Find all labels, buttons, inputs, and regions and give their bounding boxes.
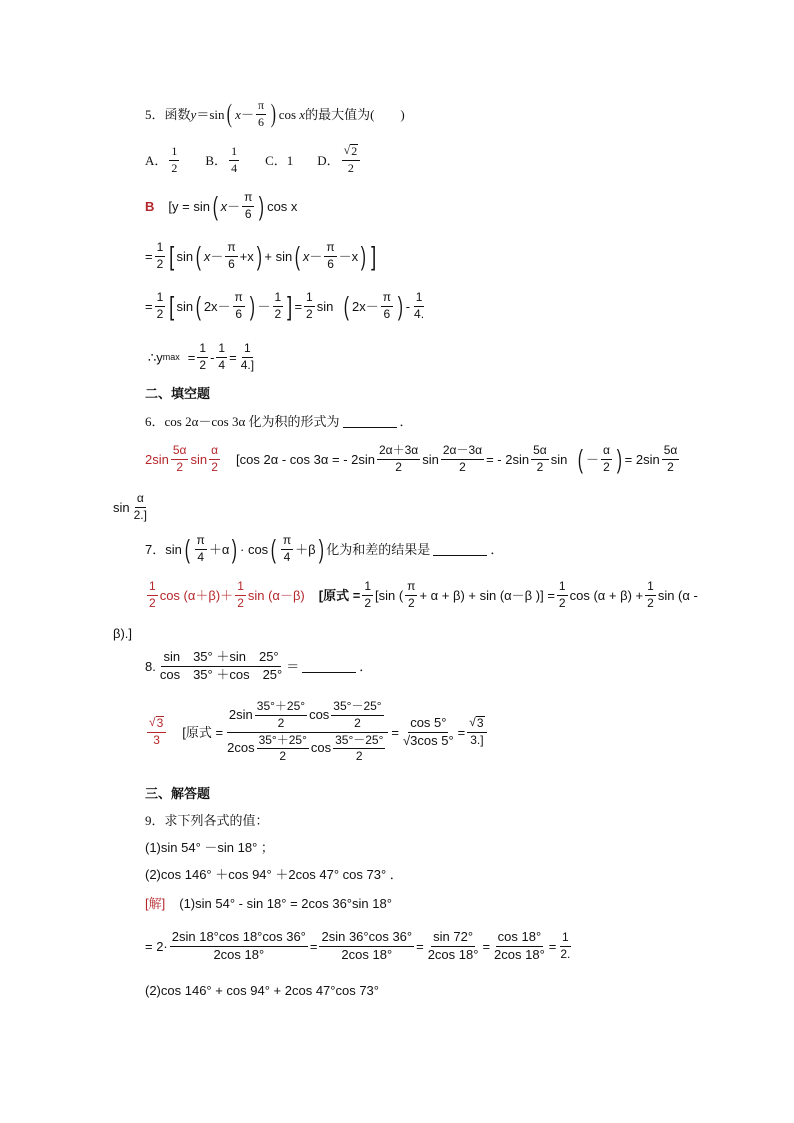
- sin-text: sin: [165, 541, 182, 557]
- q9-part1: (1)sin 54° －sin 18° ；: [145, 839, 274, 855]
- eq-sign: =: [457, 724, 466, 740]
- frac-num: 1: [273, 291, 284, 307]
- frac-num: 35°＋25°: [257, 734, 309, 750]
- q6-solution-wrap: [113, 490, 151, 524]
- q7-sol-b: + α + β) + sin (α－β )] =: [419, 587, 555, 603]
- frac-den: 2: [407, 595, 415, 610]
- q5-solution-line3: = $\frac{1}{2}$ [ sin ( 2x－ $\frac{\pi}{6}$ ) － $\frac{1}{2}$ ] = $\frac{1}{2}$ sin ( 2x－ $\frac{\pi}{6}$ ) - $\frac{1}{4.}$: [145, 289, 425, 321]
- frac-num: 1: [155, 291, 166, 307]
- q6-answer-blank: [343, 415, 397, 428]
- q7-sol-lead: [原式 =: [318, 587, 361, 603]
- frac-num: α: [209, 444, 220, 460]
- q5-text: 函数: [164, 106, 191, 122]
- eq-sign: =: [145, 298, 153, 314]
- frac-den: 2cos 18°: [213, 946, 265, 962]
- frac-den: 2: [647, 595, 654, 610]
- sin-text: sin: [550, 451, 568, 467]
- minus: -: [210, 349, 215, 365]
- q6-text: cos 2α－cos 3α 化为积的形式为: [164, 413, 340, 429]
- cos-text: cos: [310, 740, 332, 756]
- frac-num: 1: [235, 580, 246, 596]
- q6-number: 6．: [145, 413, 165, 429]
- q8-result-fraction: cos 5° √ 3cos 5°: [403, 714, 454, 748]
- frac-num: 1: [645, 580, 656, 596]
- q8-sol-lead: [原式 =: [182, 724, 224, 740]
- sin-text: sin: [176, 298, 194, 314]
- q7-answer-part1: cos (α＋β)＋: [159, 587, 234, 603]
- q6-sol-lead: [cos 2α - cos 3α = - 2sin: [236, 451, 375, 467]
- frac-num: 2sin 18°cos 18°cos 36°: [170, 930, 308, 947]
- frac-den: 4: [283, 549, 291, 564]
- frac-den: 2: [156, 306, 164, 321]
- plus-x: +x: [239, 248, 254, 264]
- frac-den: 3cos 5°: [410, 732, 454, 748]
- frac-den: 2cos 18°: [494, 946, 545, 962]
- frac-num: sin 72°: [431, 930, 475, 947]
- frac-den: 2: [354, 715, 361, 730]
- q7-text: 化为和差的结果是: [326, 541, 431, 557]
- sin-text: sin: [176, 248, 194, 264]
- option-b-label: B．: [205, 152, 228, 168]
- eq-sign: =: [145, 248, 153, 264]
- frac-den: 4.]: [240, 357, 255, 372]
- q5-cos: cos: [278, 106, 297, 122]
- frac-den: 2: [395, 459, 402, 474]
- sqrt-radicand: 2: [351, 144, 358, 159]
- frac-den: 2: [558, 595, 566, 610]
- cos-text: cos: [309, 706, 330, 722]
- sin-text: sin: [422, 451, 439, 467]
- sqrt-radicand: 3: [476, 716, 484, 731]
- frac-den: 2: [237, 595, 244, 610]
- frac-num: π: [256, 99, 266, 115]
- eq-sign: =: [309, 938, 318, 954]
- option-a-label: A．: [145, 152, 168, 168]
- q9-part2: (2)cos 146° ＋cos 94° ＋2cos 47° cos 73° ．: [145, 866, 403, 882]
- q7-answer-blank: [433, 543, 487, 556]
- frac-den: 2: [171, 160, 178, 175]
- q6-stem: 6． cos 2α－cos 3α 化为积的形式为 ．: [145, 413, 413, 429]
- q5-paren-close: ): [270, 99, 276, 128]
- q7-solution-wrap: β).]: [113, 625, 133, 641]
- frac-den: 6: [244, 206, 252, 221]
- q5-solution-line4: [148, 340, 258, 374]
- frac-den: 2: [199, 357, 207, 372]
- q5-var-x: x: [235, 106, 241, 122]
- sqrt-radicand: 3: [156, 716, 164, 731]
- q9-solution-line3: (2)cos 146° + cos 94° + 2cos 47°cos 73°: [145, 982, 379, 998]
- eq-sign: =: [416, 938, 424, 954]
- option-d-value: √ 2 2: [342, 144, 361, 176]
- frac-den: 2: [211, 459, 218, 474]
- frac-den: 2: [536, 459, 544, 474]
- frac-num: sin 35° ＋sin 25°: [161, 650, 280, 667]
- q5-number: 5．: [145, 106, 165, 122]
- frac-num: 35°－25°: [331, 700, 383, 716]
- frac-num: 2sin 36°cos 36°: [319, 930, 414, 947]
- q8-big-fraction: [225, 700, 389, 764]
- frac-num: π: [405, 580, 417, 596]
- frac-den: 4: [218, 357, 226, 372]
- frac-num: 1: [304, 291, 315, 307]
- q9-solution-label: [解]: [145, 895, 166, 911]
- two-x-minus: 2x－: [203, 298, 231, 314]
- frac-num: 1: [147, 580, 158, 596]
- frac-num: 5α: [531, 444, 549, 460]
- two-sin: 2sin: [228, 706, 253, 722]
- frac-num: 1: [229, 145, 239, 161]
- frac-den: 2cos 18°: [341, 946, 393, 962]
- frac-den: 2: [156, 256, 164, 271]
- q5-paren-open: (: [227, 99, 233, 128]
- q5-text-end: 的最大值为( ): [305, 106, 405, 122]
- two-cos: 2cos: [227, 740, 255, 756]
- q5-frac-pi6: [256, 99, 266, 130]
- option-c: C．1: [265, 152, 294, 168]
- frac-num: 1: [414, 291, 425, 307]
- option-b-value: [229, 145, 239, 176]
- frac-num: π: [225, 241, 237, 257]
- frac-den: 4.: [414, 306, 425, 321]
- q8-solution: [145, 692, 489, 772]
- frac-den: 3: [153, 733, 160, 747]
- q8-final-fraction: √ 3 3.]: [467, 716, 486, 748]
- frac-den: 3.]: [470, 733, 484, 747]
- frac-num: α: [601, 444, 612, 460]
- q7-answer-part2: sin (α－β): [247, 587, 305, 603]
- frac-num: π: [281, 534, 293, 550]
- frac-num: 1: [560, 931, 571, 947]
- frac-den: 2: [603, 459, 610, 474]
- frac-num: 1: [557, 580, 568, 596]
- q7-solution: [145, 577, 698, 613]
- plus-alpha: ＋α: [208, 541, 230, 557]
- frac-num: 5α: [171, 444, 189, 460]
- q7-sol-c: cos (α + β) +: [569, 587, 644, 603]
- frac-den: 4: [231, 160, 238, 175]
- frac-num: 5α: [662, 444, 680, 460]
- q6-eq2: = 2sin: [624, 451, 660, 467]
- option-d-label: D．: [317, 152, 340, 168]
- q8-number: 8.: [145, 658, 156, 674]
- q7-stem: 7． sin ( $\frac{\pi}{4}$ ＋α ) · cos ( $\frac{\pi}{4}$ ＋β ) 化为和差的结果是 ．: [145, 532, 504, 564]
- eq-sign: =: [548, 938, 557, 954]
- q9-sol1: (1)sin 54° - sin 18° = 2cos 36°sin 18°: [179, 895, 392, 911]
- frac-den: 2: [364, 595, 371, 610]
- q9-stem: 9．求下列各式的值：: [145, 812, 269, 828]
- q5-options: [145, 143, 362, 177]
- frac-den: 6: [327, 256, 334, 271]
- q5-stem: [145, 97, 405, 131]
- q5-sol1-tail: cos x: [267, 198, 298, 214]
- frac-num: π: [233, 291, 245, 307]
- frac-den: 2: [459, 459, 466, 474]
- q8-answer-blank: [302, 660, 356, 673]
- frac-num: cos 5°: [408, 716, 448, 733]
- minus: －: [257, 298, 271, 314]
- q7-number: 7．: [145, 541, 166, 557]
- eq-sign: ＝: [286, 658, 300, 674]
- frac-den: 2: [149, 595, 156, 610]
- frac-num: 2α－3α: [441, 444, 484, 460]
- eq-sign: =: [187, 349, 196, 365]
- frac-den: 2: [274, 306, 282, 321]
- q9-sol2-lead: = 2·: [145, 938, 168, 954]
- q5-solution-line2: = $\frac{1}{2}$ [ sin ( x － $\frac{\pi}{6}$ +x ) + sin ( x － $\frac{\pi}{6}$ －x ) ]: [145, 239, 377, 271]
- eq-sign: =: [482, 938, 491, 954]
- q6-sol-mid: = - 2sin: [486, 451, 530, 467]
- q7-sol-a: [sin (: [375, 587, 404, 603]
- frac-den: 2: [277, 715, 285, 730]
- frac-num: α: [135, 492, 146, 508]
- frac-num: 1: [155, 241, 166, 257]
- frac-num: 2α＋3α: [377, 444, 420, 460]
- sin-text: sin: [316, 298, 334, 314]
- eq-sign: =: [294, 298, 303, 314]
- section-heading-problems: 三、解答题: [145, 785, 211, 801]
- q5-solution-line1: B [y = sin ( x － $\frac{\pi}{6}$ ) cos x: [145, 189, 298, 221]
- eq-sign: =: [391, 724, 399, 740]
- plus-beta: ＋β: [295, 541, 316, 557]
- max-subscript: max: [162, 351, 180, 362]
- q5-sol1-lead: [y = sin: [168, 198, 210, 214]
- frac-den: 2: [347, 161, 354, 175]
- frac-den: 4: [197, 549, 205, 564]
- frac-den: 2: [355, 749, 363, 764]
- sin-text: sin: [113, 499, 130, 515]
- frac-den: 6: [228, 256, 235, 271]
- q6-answer-lead: 2sin: [145, 451, 169, 467]
- q8-fraction: [158, 650, 284, 683]
- frac-den: 2.]: [133, 507, 147, 522]
- frac-num: 1: [242, 342, 253, 358]
- frac-den: 6: [235, 306, 243, 321]
- frac-den: 2cos 18°: [427, 946, 479, 962]
- frac-den: 2: [667, 459, 674, 474]
- minus-x: －x: [338, 248, 359, 264]
- frac-den: 2: [176, 459, 184, 474]
- q9-solution-line1: [145, 895, 392, 911]
- q6-answer-sin: sin: [190, 451, 208, 467]
- frac-num: π: [324, 241, 336, 257]
- section-heading-fill-blank: 二、填空题: [145, 385, 211, 401]
- q7-sol-d: sin (α -: [657, 587, 698, 603]
- two-x-minus: 2x－: [352, 298, 379, 314]
- q5-answer: B: [145, 198, 155, 214]
- frac-num: π: [195, 534, 207, 550]
- frac-den: 2: [279, 749, 287, 764]
- frac-num: cos 18°: [496, 930, 544, 947]
- eq-sign: =: [229, 349, 237, 365]
- q5-eq: ＝sin: [196, 106, 225, 122]
- frac-num: π: [242, 191, 254, 207]
- frac-den: 2: [306, 306, 313, 321]
- q5-var-y: y: [190, 106, 197, 122]
- frac-den: 6: [257, 114, 264, 129]
- plus-sin: + sin: [264, 248, 293, 264]
- q5-var-x2: x: [299, 106, 306, 122]
- frac-num: 35°－25°: [333, 734, 385, 750]
- q9-solution-line2: [145, 926, 574, 966]
- frac-num: 1: [362, 580, 373, 596]
- minus: -: [405, 298, 411, 314]
- q8-stem: [145, 648, 372, 684]
- q8-answer: √ 3 3: [147, 716, 166, 748]
- q5-minus: －: [240, 106, 254, 122]
- therefore-y: ∴y: [148, 349, 163, 365]
- frac-num: 1: [197, 342, 208, 358]
- q6-solution: 2sin $\frac{5\alpha}{2}$ sin $\frac{\alpha}{2}$ [cos 2α - cos 3α = - 2sin $\frac{2\alpha+3\alpha}{2}$ sin $\frac{2\alpha-3\alpha}{2}$ = - 2sin $\frac{5\alpha}{2}$ sin ( － $\frac{\alpha}{2}$ ) = 2sin $\frac{5\alpha}{2}$: [145, 442, 678, 474]
- frac-num: 1: [169, 145, 179, 161]
- period: ．: [359, 658, 373, 674]
- option-a-value: [169, 145, 179, 176]
- cdot-cos: · cos: [240, 541, 269, 557]
- frac-den: cos 35° ＋cos 25°: [159, 666, 283, 682]
- minus: －: [586, 451, 600, 467]
- frac-num: 1: [216, 342, 227, 358]
- frac-den: 6: [383, 306, 391, 321]
- frac-num: π: [381, 291, 393, 307]
- frac-den: 2.: [560, 946, 571, 961]
- frac-num: 35°＋25°: [255, 700, 307, 716]
